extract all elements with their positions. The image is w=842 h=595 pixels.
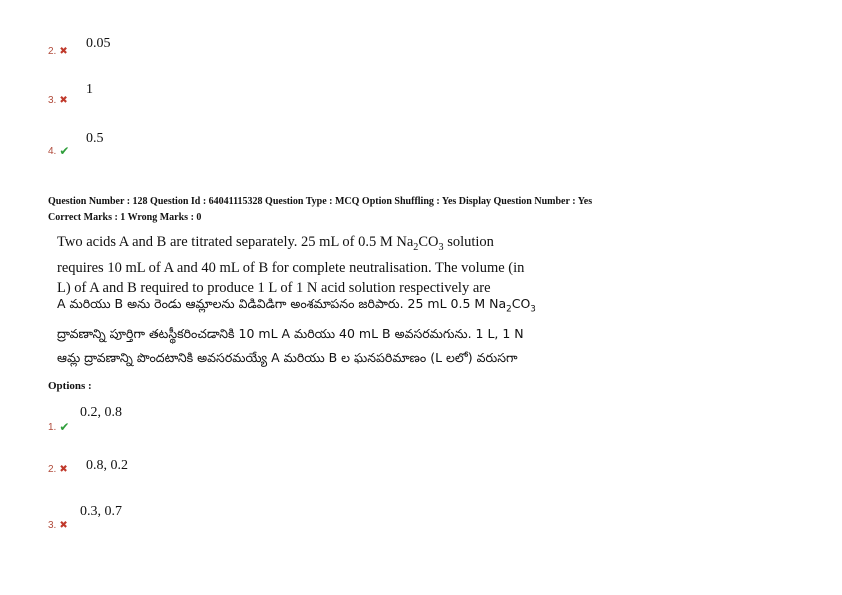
option-number: 1. xyxy=(48,421,57,433)
option-number: 2. xyxy=(48,46,57,57)
question-text-english: Two acids A and B are titrated separately. 25 mL of 0.5 M $Na_2CO_3$ solution requires 10 mL of A and 40 mL of B for complete neutralisation. The volume (in L) of A and B required to produce 1 L of 1 N acid solution respectively are xyxy=(57,234,525,296)
question-text-telugu: A మరియు B అను రెండు ఆమ్లాలను విడివిడిగా అంశమాపనం జరిపారు. 25 mL 0.5 M $Na_2CO_3$ ద్రావణాన్ని పూర్తిగా తటస్థీకరించడానికి 10 mL A మరియు 40 mL B అవసరమగును. 1 L, 1 N ఆమ్ల ద్రావణాన్ని పొందటానికి అవసరమయ్యే A మరియు B ల ఘనపరిమాణం (L లలో) వరుసగా xyxy=(57,296,536,365)
wrong-icon: ✖ xyxy=(59,46,68,57)
option-number: 3. xyxy=(48,520,57,531)
option-number: 3. xyxy=(48,95,57,106)
option-text: 0.05 xyxy=(86,36,111,51)
wrong-icon: ✖ xyxy=(59,520,68,531)
option-number: 2. xyxy=(48,464,57,475)
question-meta: Question Number : 128 Question Id : 64041115328 Question Type : MCQ Option Shuffling : Yes Display Question Number : Yes xyxy=(48,196,593,207)
options-label: Options : xyxy=(48,380,92,392)
option-text: 1 xyxy=(86,82,93,97)
check-icon: ✔ xyxy=(59,144,70,158)
option-text: 0.5 xyxy=(86,131,104,146)
question-marks: Correct Marks : 1 Wrong Marks : 0 xyxy=(48,212,202,223)
wrong-icon: ✖ xyxy=(59,95,68,106)
option-text: 0.8, 0.2 xyxy=(86,458,128,473)
option-number: 4. xyxy=(48,145,57,157)
option-text: 0.3, 0.7 xyxy=(80,504,122,519)
option-text: 0.2, 0.8 xyxy=(80,405,122,420)
wrong-icon: ✖ xyxy=(59,464,68,475)
check-icon: ✔ xyxy=(59,420,70,434)
